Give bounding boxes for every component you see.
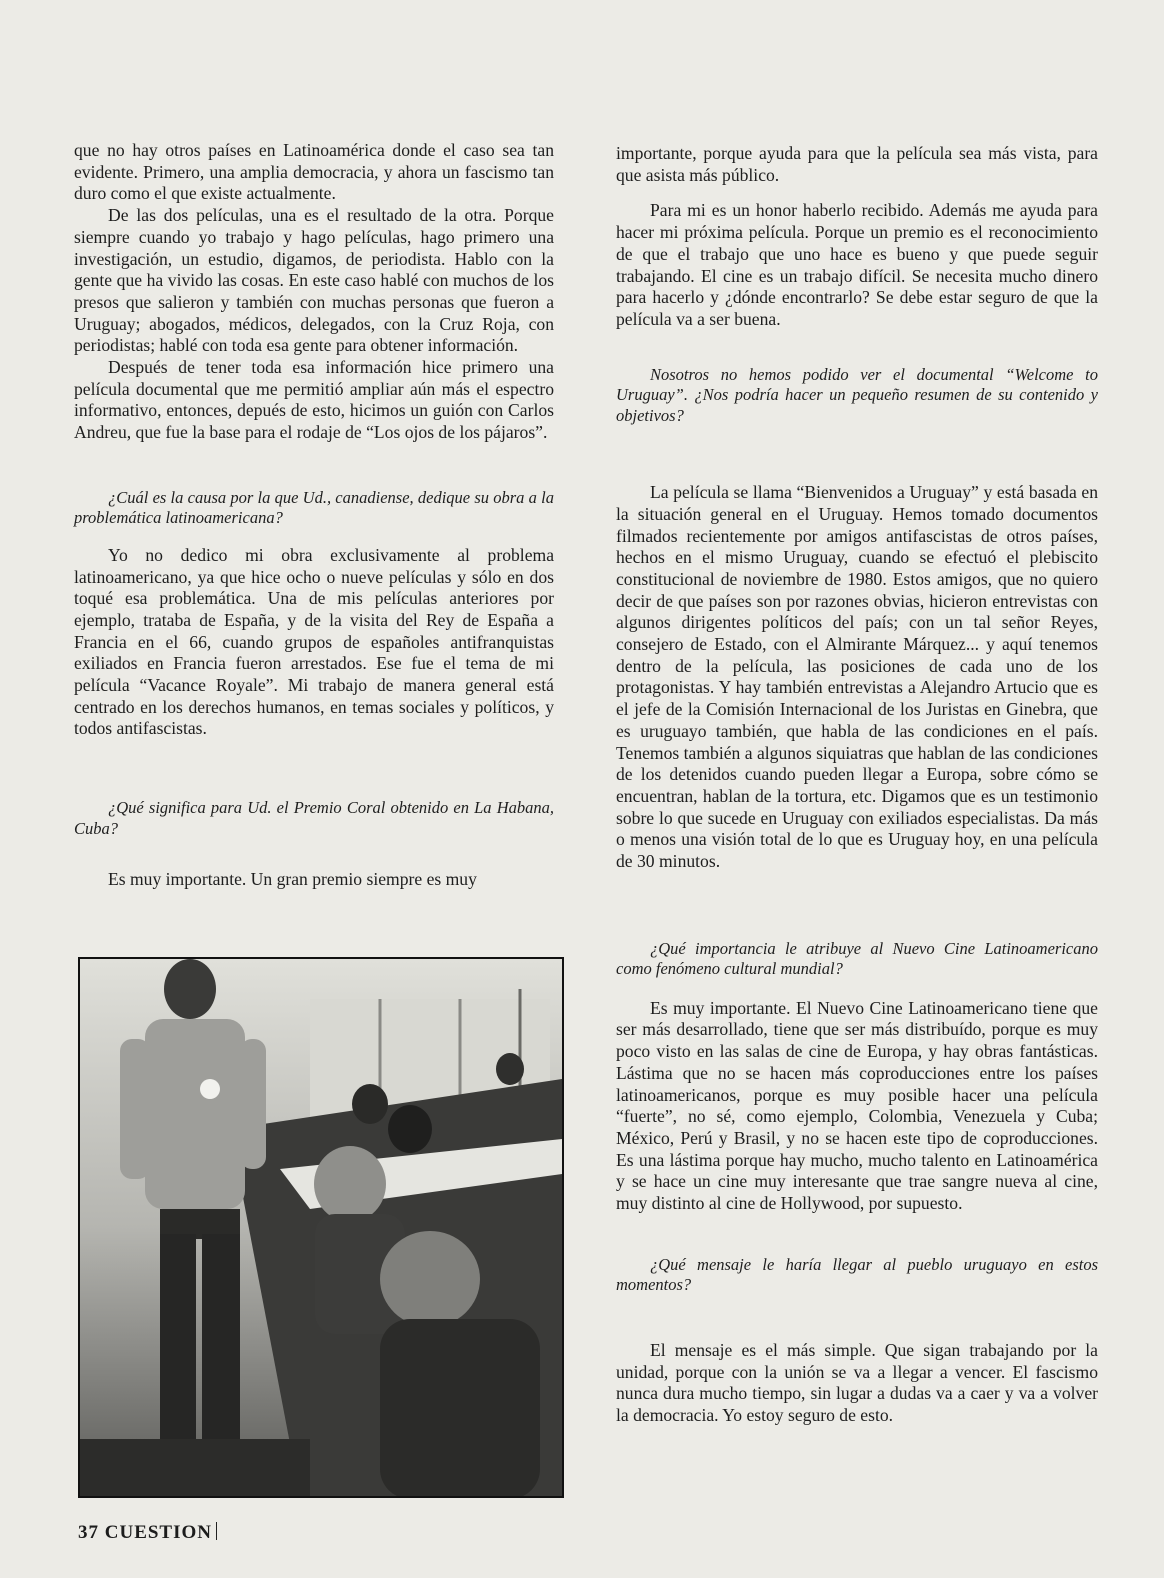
publication-name: CUESTION [104, 1522, 212, 1543]
interview-answer: Es muy importante. Un gran premio siempre es muy [108, 869, 477, 890]
interview-answer: Yo no dedico mi obra exclusivamente al problema latinoamericano, ya que hice ocho o nueve películas y sólo en dos toqué esa problemática. Una de mis películas anteriores por ejemplo, trataba de España, y de la visita del Rey de España a Francia en el 66, cuando grupos de españoles antifranquistas exiliados en Francia fueron arrestados. Ese fue el tema de mi película “Vacance Royale”. Mi trabajo de manera general está centrado en los derechos humanos, en temas sociales y políticos, y todos antifascistas. [74, 544, 554, 739]
interview-answer: Es muy importante. El Nuevo Cine Latinoamericano tiene que ser más desarrollado, tiene que ser más distribuído, porque es muy poco visto en las salas de cine de Europa, y hay obras fantásticas. Lástima que no se hacen más coproducciones entre los países latinoamericanos, porque es muy posible hacer una película “fuerte”, no sé, como ejemplo, Colombia, Venezuela y Cuba; México, Perú y Brasil, y no se hacen este tipo de coproducciones. Es una lástima porque hay mucho, mucho talento en Latinoamérica y se hace un cine muy interesante que trae sangre nueva al cine, muy distinto al cine de Hollywood, por supuesto. [616, 997, 1098, 1214]
interview-question: ¿Qué mensaje le haría llegar al pueblo uruguayo en estos momentos? [616, 1254, 1098, 1295]
page-footer [78, 1522, 217, 1544]
press-photo [78, 957, 564, 1498]
paragraph: De las dos películas, una es el resultado de la otra. Porque siempre cuando yo trabajo y hago películas, hago primero una investigación, un estudio, digamos, de periodista. Hablo con la gente que ha vivido las cosas. En este caso hablé con muchos de los presos que salieron y también con muchas personas que fueron a Uruguay; abogados, médicos, delegados, con la Cruz Roja, con periodistas; hablé con toda esa gente para obtener información. [74, 205, 554, 356]
interview-question: ¿Qué importancia le atribuye al Nuevo Cine Latinoamericano como fenómeno cultural mundial? [616, 938, 1098, 979]
right-column [616, 143, 1098, 1427]
interview-question: ¿Cuál es la causa por la que Ud., canadiense, dedique su obra a la problemática latinoamericana? [74, 487, 554, 528]
left-column [74, 140, 554, 891]
photo-illustration [80, 959, 562, 1496]
interview-answer: La película se llama “Bienvenidos a Uruguay” y está basada en la situación general en el Uruguay. Hemos tomado documentos filmados recientemente por amigos antifascistas de otros países, hechos en el mismo Uruguay, cuando se efectuó el plebiscito constitucional de noviembre de 1980. Estos amigos, que no quiero decir de que países son por razones obvias, hicieron entrevistas con algunos dirigentes políticos del país; con un tal señor Reyes, consejero de Estado, con el Almirante Márquez... y aquí tenemos dentro de la película, las posiciones de cada uno de los protagonistas. Y hay también entrevistas a Alejandro Artucio que es el jefe de la Comisión Internacional de los Juristas en Ginebra, que es uruguayo también, que habla de las condiciones en el país. Tenemos también a algunos siquiatras que hablan de las condiciones de los detenidos cuando pueden llegar a Europa, sobre cómo se encuentran, hablan de la tortura, etc. Digamos que es un testimonio sobre lo que sucede en Uruguay con exiliados especialistas. Da más o menos una visión total de lo que es Uruguay hoy, en una película de 30 minutos. [616, 482, 1098, 872]
footer-divider [216, 1522, 217, 1540]
page-number: 37 [78, 1522, 99, 1543]
interview-answer: El mensaje es el más simple. Que sigan trabajando por la unidad, porque con la unión se va a llegar a vencer. El fascismo nunca dura mucho tiempo, sin lugar a dudas va a caer y va a volver la democracia. Yo estoy seguro de esto. [616, 1339, 1098, 1425]
paragraph: importante, porque ayuda para que la película sea más vista, para que asista más público. [616, 143, 1098, 185]
interview-question: ¿Qué significa para Ud. el Premio Coral obtenido en La Habana, Cuba? [74, 798, 554, 838]
paragraph: Para mi es un honor haberlo recibido. Además me ayuda para hacer mi próxima película. Porque un premio es el reconocimiento de que el trabajo que uno hace es bueno y que puede seguir trabajando. El cine es un trabajo difícil. Se necesita mucho dinero para hacerlo y ¿dónde encontrarlo? Se debe estar seguro de que la película va a ser buena. [616, 200, 1098, 329]
paragraph: Después de tener toda esa información hice primero una película documental que me permitió ampliar aún más el espectro informativo, entonces, depués de esto, hicimos un guión con Carlos Andreu, que fue la base para el rodaje de “Los ojos de los pájaros”. [74, 357, 554, 443]
paragraph: que no hay otros países en Latinoamérica donde el caso sea tan evidente. Primero, una amplia democracia, y ahora un fascismo tan duro como el que existe actualmente. [74, 140, 554, 204]
interview-question: Nosotros no hemos podido ver el documental “Welcome to Uruguay”. ¿Nos podría hacer un pequeño resumen de su contenido y objetivos? [616, 364, 1098, 425]
